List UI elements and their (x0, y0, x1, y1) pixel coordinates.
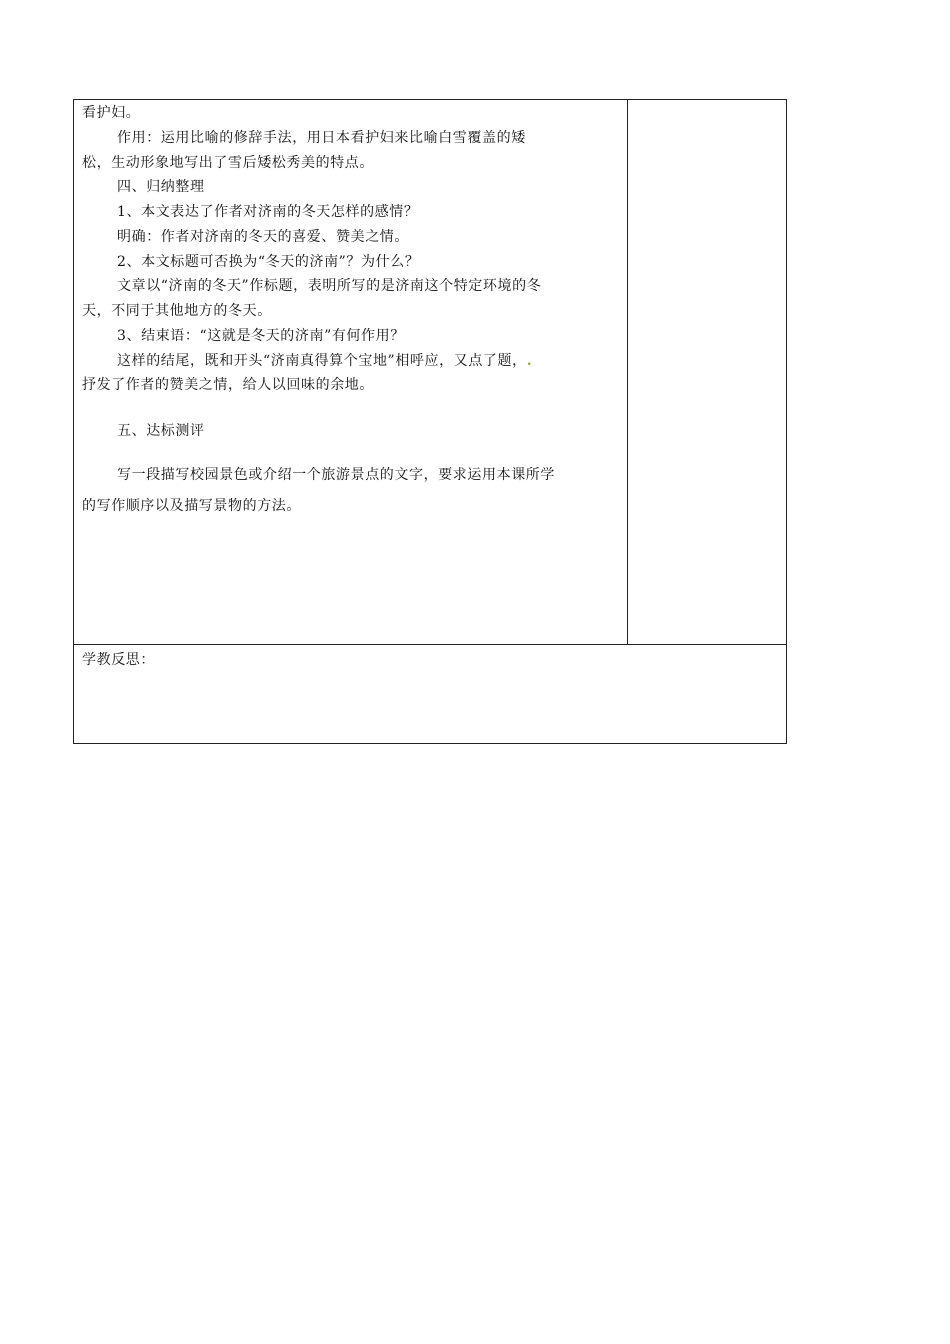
exercise-line: 写一段描写校园景色或介绍一个旅游景点的文字，要求运用本课所学 (117, 467, 555, 483)
reflection-label: 学教反思： (82, 652, 155, 668)
text-line: 松，生动形象地写出了雪后矮松秀美的特点。 (82, 155, 374, 171)
answer-line: 明确：作者对济南的冬天的喜爱、赞美之情。 (117, 229, 409, 245)
section-heading: 五、达标测评 (117, 423, 205, 439)
question-line: 1、本文表达了作者对济南的冬天怎样的感情？ (117, 204, 419, 220)
question-line: 2、本文标题可否换为“冬天的济南”？为什么？ (117, 254, 420, 270)
answer-line: 文章以“济南的冬天”作标题，表明所写的是济南这个特定环境的冬 (117, 278, 542, 294)
lesson-table (73, 99, 787, 744)
text-line: 作用：运用比喻的修辞手法，用日本看护妇来比喻白雪覆盖的矮 (117, 130, 526, 146)
notes-column-cell (628, 100, 786, 644)
exercise-line: 的写作顺序以及描写景物的方法。 (82, 498, 301, 514)
lesson-content-cell (74, 100, 628, 644)
reflection-cell (74, 644, 786, 743)
answer-line: 抒发了作者的赞美之情，给人以回味的余地。 (82, 377, 374, 393)
answer-line: 天，不同于其他地方的冬天。 (82, 303, 272, 319)
section-heading: 四、归纳整理 (117, 179, 205, 195)
stray-mark: . (526, 353, 533, 369)
question-line: 3、结束语：“这就是冬天的济南”有何作用？ (117, 328, 405, 344)
answer-text: 这样的结尾，既和开头“济南真得算个宝地”相呼应，又点了题， (117, 353, 527, 369)
text-line: 看护妇。 (82, 105, 141, 121)
answer-line (117, 352, 532, 370)
